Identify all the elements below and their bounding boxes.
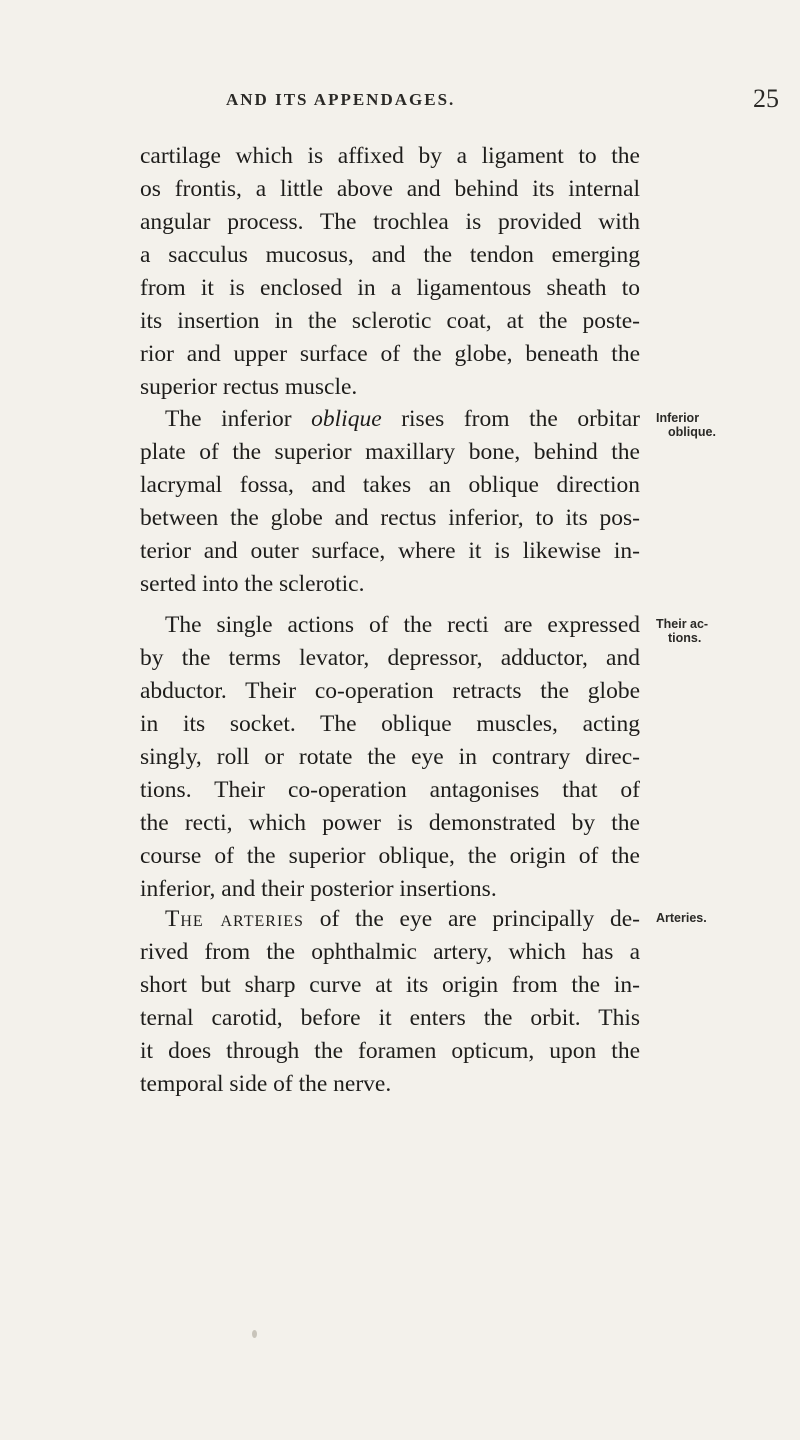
text-line: short but sharp curve at its origin from the in- xyxy=(140,972,640,998)
text-line: The single actions of the recti are expressed xyxy=(165,612,640,638)
text-line: by the terms levator, depressor, adductor, and xyxy=(140,645,640,671)
margin-note-arteries xyxy=(656,911,707,925)
text-line: a sacculus mucosus, and the tendon emerging xyxy=(140,242,640,268)
margin-note-line: oblique. xyxy=(668,425,716,439)
text-line: plate of the superior maxillary bone, behind the xyxy=(140,439,640,465)
text-line: between the globe and rectus inferior, to its pos- xyxy=(140,505,640,531)
text-line: lacrymal fossa, and takes an oblique direction xyxy=(140,472,640,498)
page-number: 25 xyxy=(753,84,779,113)
text-line: ternal carotid, before it enters the orbit. This xyxy=(140,1005,640,1031)
text-line xyxy=(140,403,640,436)
margin-note-line: Inferior xyxy=(656,411,700,425)
text-line: its insertion in the sclerotic coat, at the poste- xyxy=(140,308,640,334)
text-line: in its socket. The oblique muscles, acting xyxy=(140,711,640,737)
text-line: tions. Their co-operation antagonises that of xyxy=(140,777,640,803)
paper-speck xyxy=(252,1330,257,1338)
paragraph-inferior-oblique xyxy=(140,403,640,601)
text-line: rived from the ophthalmic artery, which has a xyxy=(140,939,640,965)
paragraph-arteries xyxy=(140,903,640,1101)
text-line: abductor. Their co-operation retracts the globe xyxy=(140,678,640,704)
margin-note-inferior-oblique xyxy=(656,411,716,439)
text-line: terior and outer surface, where it is likewise in- xyxy=(140,538,640,564)
text-run: The inferior xyxy=(165,406,312,432)
text-line: it does through the foramen opticum, upon the xyxy=(140,1038,640,1064)
text-line xyxy=(140,903,640,936)
italic-term: oblique xyxy=(311,406,382,432)
text-line: serted into the sclerotic. xyxy=(140,571,365,597)
text-line: superior rectus muscle. xyxy=(140,374,358,400)
paragraph-actions xyxy=(140,609,640,906)
text-run: of the eye are principally de- xyxy=(303,906,640,932)
margin-note-their-actions xyxy=(656,617,708,645)
text-line: temporal side of the nerve. xyxy=(140,1071,392,1097)
margin-note-line: Their ac- xyxy=(656,617,709,631)
text-line: the recti, which power is demonstrated by the xyxy=(140,810,640,836)
text-line: rior and upper surface of the globe, beneath the xyxy=(140,341,640,367)
small-caps-heading: The arteries xyxy=(165,906,304,932)
text-line: cartilage which is affixed by a ligament to the xyxy=(140,143,640,169)
paragraph-trochlea xyxy=(140,140,640,404)
text-run: rises from the orbitar xyxy=(381,406,640,432)
margin-note-line: tions. xyxy=(668,631,702,645)
text-line: os frontis, a little above and behind its internal xyxy=(140,176,640,202)
text-line: from it is enclosed in a ligamentous sheath to xyxy=(140,275,640,301)
text-line: angular process. The trochlea is provided with xyxy=(140,209,640,235)
margin-note-line: Arteries. xyxy=(656,911,707,925)
text-line: course of the superior oblique, the origin of the xyxy=(140,843,640,869)
running-head: AND ITS APPENDAGES. xyxy=(226,90,456,109)
text-line: singly, roll or rotate the eye in contrary direc- xyxy=(140,744,640,770)
text-line: inferior, and their posterior insertions. xyxy=(140,876,497,902)
